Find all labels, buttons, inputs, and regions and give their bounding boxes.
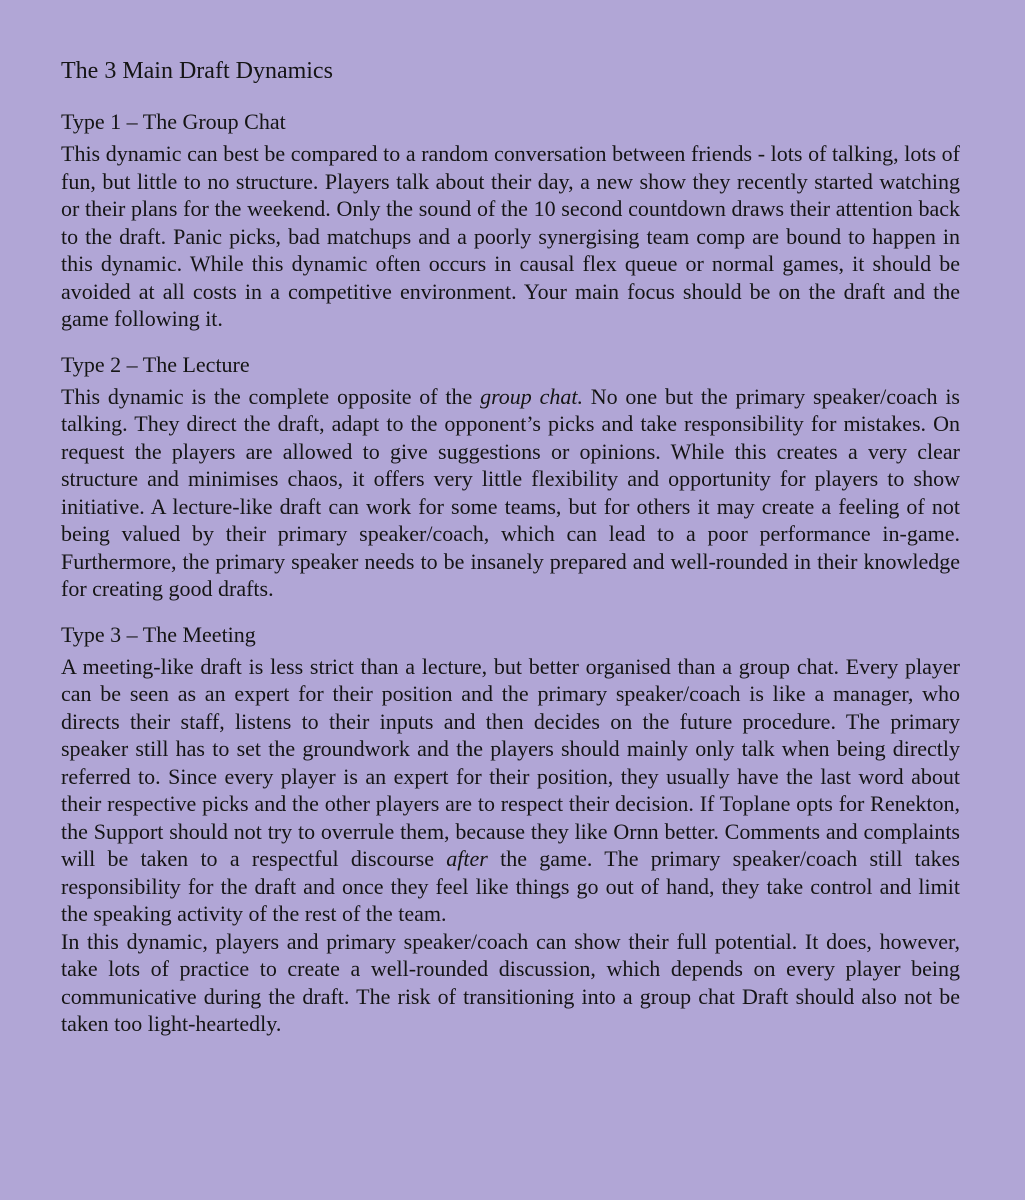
paragraph-text: A meeting-like draft is less strict than a lecture, but better organised than a group chat. Every player can be seen as an expert for their position and the primary speaker/coach is like a manager, who directs their staff, listens to their inputs and then decides on the future procedure. The primary speaker still has to set the groundwork and the players should mainly only talk when being directly referred to. Since every player is an expert for their position, they usually have the last word about their respective picks and the other players are to respect their decision. If Toplane opts for Renekton, the Support should not try to overrule them, because they like Ornn better. Comments and complaints will be taken to a respectful discourse: [61, 653, 960, 871]
section-paragraph-type-1: This dynamic can best be compared to a random conversation between friends - lots of talking, lots of fun, but little to no structure. Players talk about their day, a new show they recently started watching or their plans for the weekend. Only the sound of the 10 second countdown draws their attention back to the draft. Panic picks, bad matchups and a poorly synergising team comp are bound to happen in this dynamic. While this dynamic often occurs in causal flex queue or normal games, it should be avoided at all costs in a competitive environment. Your main focus should be on the draft and the game following it.: [61, 141, 960, 331]
paragraph-text: No one but the primary speaker/coach is talking. They direct the draft, adapt to the opponent’s picks and take responsibility for mistakes. On request the players are allowed to give suggestions or opinions. While this creates a very clear structure and minimises chaos, it offers very little flexibility and opportunity for players to show initiative. A lecture-like draft can work for some teams, but for others it may create a feeling of not being valued by their primary speaker/coach, which can lead to a poor performance in-game. Furthermore, the primary speaker needs to be insanely prepared and well-rounded in their knowledge for creating good drafts.: [61, 383, 960, 601]
document-title: The 3 Main Draft Dynamics: [61, 58, 333, 84]
emphasis-group-chat: group chat.: [480, 383, 583, 409]
paragraph-text: the game. The primary speaker/coach still takes responsibility for the draft and once they feel like things go out of hand, they take control and limit the speaking activity of the rest of the team.: [61, 846, 960, 926]
section-heading-type-1: Type 1 – The Group Chat: [61, 109, 286, 134]
emphasis-after: after: [446, 846, 488, 871]
document: [61, 52, 960, 1038]
section-paragraph-type-3: [61, 653, 960, 928]
section-heading-type-2: Type 2 – The Lecture: [61, 351, 250, 377]
paragraph-text: This dynamic is the complete opposite of the: [61, 383, 481, 409]
section-paragraph-type-2: [61, 383, 960, 603]
section-heading-type-3: Type 3 – The Meeting: [61, 621, 256, 647]
section-paragraph-type-3-continued: In this dynamic, players and primary speaker/coach can show their full potential. It does, however, take lots of practice to create a well-rounded discussion, which depends on every player being communicative during the draft. The risk of transitioning into a group chat Draft should also not be taken too light-heartedly.: [61, 928, 960, 1036]
